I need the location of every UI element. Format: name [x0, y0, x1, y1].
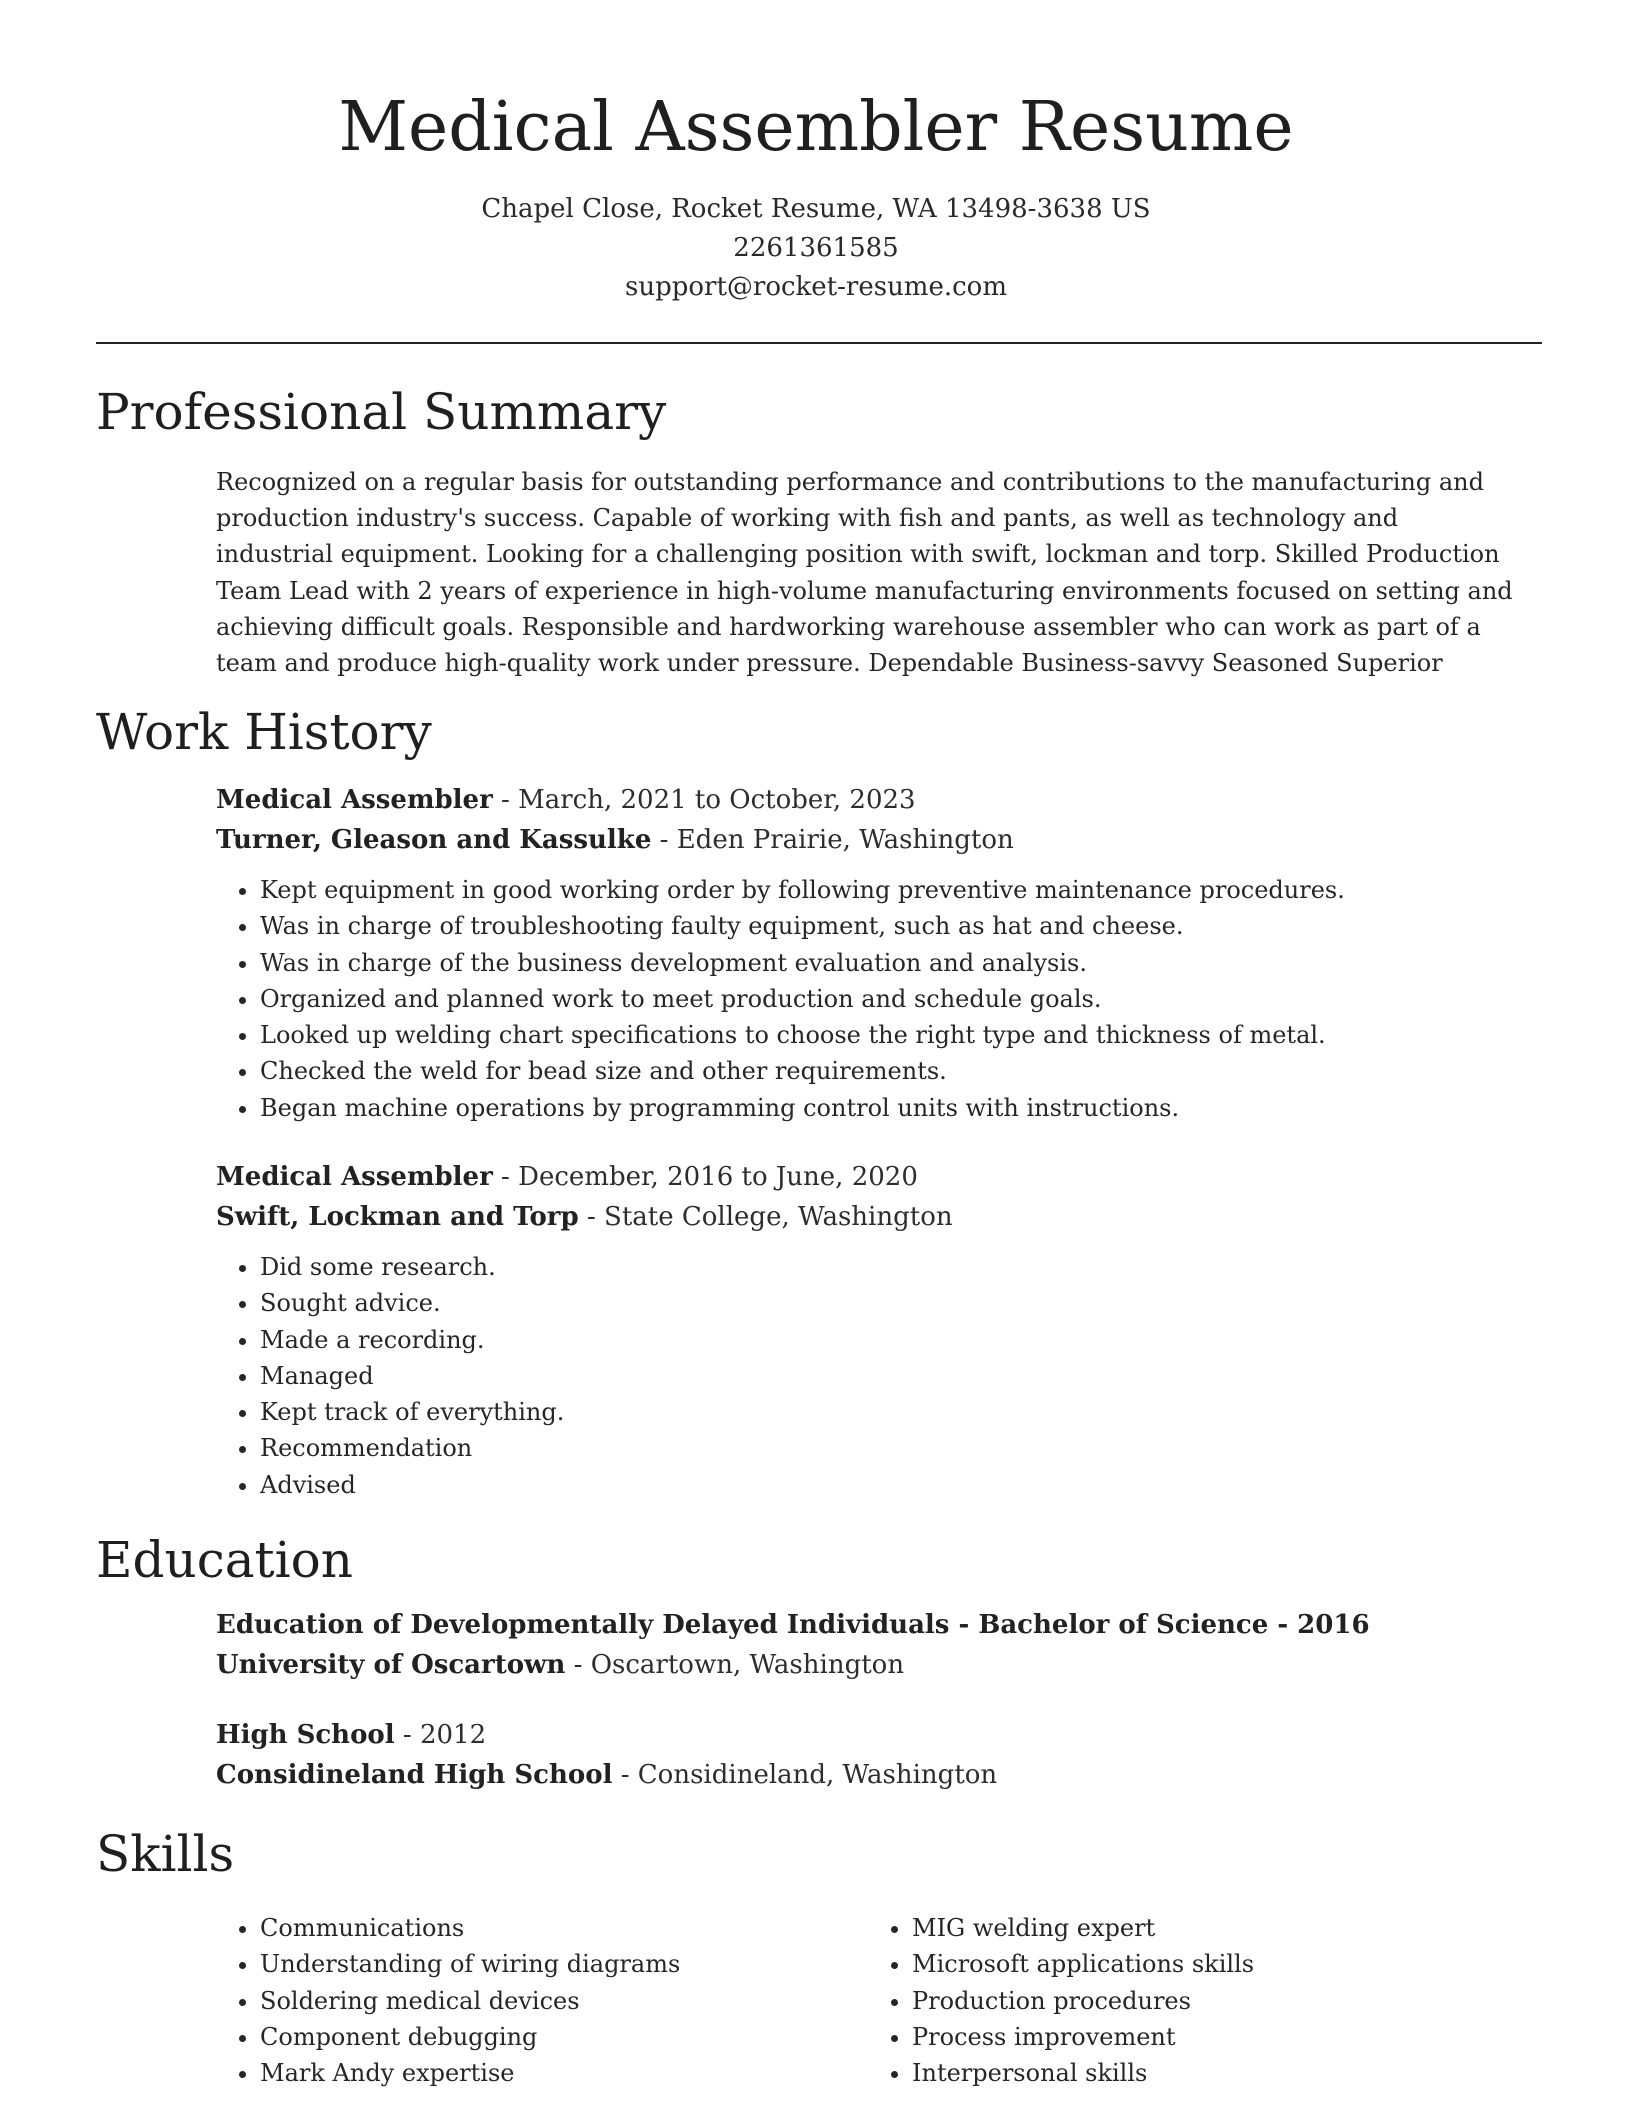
job-dates: - March, 2021 to October, 2023 — [492, 785, 916, 815]
list-item: • Did some research. — [260, 1249, 1516, 1285]
section-title-summary: Professional Summary — [96, 383, 667, 441]
skills-column-right — [868, 1910, 1254, 2091]
job-title-line — [216, 780, 1516, 820]
skill-item: • Process improvement — [912, 2019, 1254, 2055]
skill-item: • Microsoft applications skills — [912, 1946, 1254, 1982]
list-item: • Checked the weld for bead size and other requirements. — [260, 1053, 1516, 1089]
education-degree-line — [216, 1605, 1516, 1645]
list-item: • Looked up welding chart specifications to choose the right type and thickness of metal. — [260, 1017, 1516, 1053]
skill-item: • Communications — [260, 1910, 680, 1946]
section-title-work-history: Work History — [96, 703, 432, 761]
list-item: • Recommendation — [260, 1430, 1516, 1466]
job-title: Medical Assembler — [216, 1162, 493, 1192]
resume-title: Medical Assembler Resume — [338, 88, 1294, 167]
job-company: Swift, Lockman and Torp — [216, 1202, 579, 1232]
education-school: University of Oscartown — [216, 1650, 566, 1680]
list-item: • Kept equipment in good working order by following preventive maintenance procedures. — [260, 872, 1516, 908]
skill-item: • Interpersonal skills — [912, 2055, 1254, 2091]
job-dates: - December, 2016 to June, 2020 — [492, 1162, 918, 1192]
job-entry — [216, 780, 1516, 1126]
job-location: - Eden Prairie, Washington — [651, 825, 1014, 855]
job-title-line — [216, 1157, 1516, 1197]
education-degree-line — [216, 1715, 1516, 1755]
section-title-education: Education — [96, 1531, 353, 1589]
list-item: • Began machine operations by programming control units with instructions. — [260, 1090, 1516, 1126]
skill-item: • Understanding of wiring diagrams — [260, 1946, 680, 1982]
skill-item: • Mark Andy expertise — [260, 2055, 680, 2091]
section-title-skills: Skills — [96, 1825, 235, 1883]
education-location: - Considineland, Washington — [612, 1760, 998, 1790]
skill-item: • MIG welding expert — [912, 1910, 1254, 1946]
skills-column-left — [216, 1910, 680, 2091]
contact-address: Chapel Close, Rocket Resume, WA 13498-3638 US — [481, 194, 1151, 224]
list-item: • Kept track of everything. — [260, 1394, 1516, 1430]
education-entry — [216, 1605, 1516, 1685]
job-company: Turner, Gleason and Kassulke — [216, 825, 652, 855]
list-item: • Managed — [260, 1358, 1516, 1394]
education-year: - 2012 — [394, 1720, 487, 1750]
skill-item: • Soldering medical devices — [260, 1983, 680, 2019]
education-field: High School — [216, 1720, 395, 1750]
job-company-line — [216, 820, 1516, 860]
education-school-line — [216, 1645, 1516, 1685]
list-item: • Organized and planned work to meet production and schedule goals. — [260, 981, 1516, 1017]
header-divider — [96, 342, 1542, 344]
job-location: - State College, Washington — [578, 1202, 953, 1232]
education-location: - Oscartown, Washington — [565, 1650, 905, 1680]
job-title: Medical Assembler — [216, 785, 493, 815]
education-field: Education of Developmentally Delayed Individuals - Bachelor of Science - 2016 — [216, 1610, 1370, 1640]
contact-email: support@rocket-resume.com — [624, 272, 1007, 302]
education-entry — [216, 1715, 1516, 1795]
education-school: Considineland High School — [216, 1760, 613, 1790]
list-item: • Advised — [260, 1467, 1516, 1503]
list-item: • Sought advice. — [260, 1285, 1516, 1321]
list-item: • Made a recording. — [260, 1322, 1516, 1358]
contact-phone: 2261361585 — [733, 233, 899, 263]
summary-text: Recognized on a regular basis for outstanding performance and contributions to the manufacturing and production industry's success. Capable of working with fish and pants, as well as technology and industrial equipment. Looking for a challenging position with swift, lockman and torp. Skilled Production Team Lead with 2 years of experience in high-volume manufacturing environments focused on setting and achieving difficult goals. Responsible and hardworking warehouse assembler who can work as part of a team and produce high-quality work under pressure. Dependable Business-savvy Seasoned Superior — [216, 468, 1513, 678]
skill-item: • Component debugging — [260, 2019, 680, 2055]
list-item: • Was in charge of the business development evaluation and analysis. — [260, 945, 1516, 981]
job-company-line — [216, 1197, 1516, 1237]
list-item: • Was in charge of troubleshooting faulty equipment, such as hat and cheese. — [260, 908, 1516, 944]
skill-item: • Production procedures — [912, 1983, 1254, 2019]
job-entry — [216, 1157, 1516, 1503]
job-bullets — [216, 872, 1516, 1126]
contact-block — [0, 190, 1632, 307]
job-bullets — [216, 1249, 1516, 1503]
education-school-line — [216, 1755, 1516, 1795]
